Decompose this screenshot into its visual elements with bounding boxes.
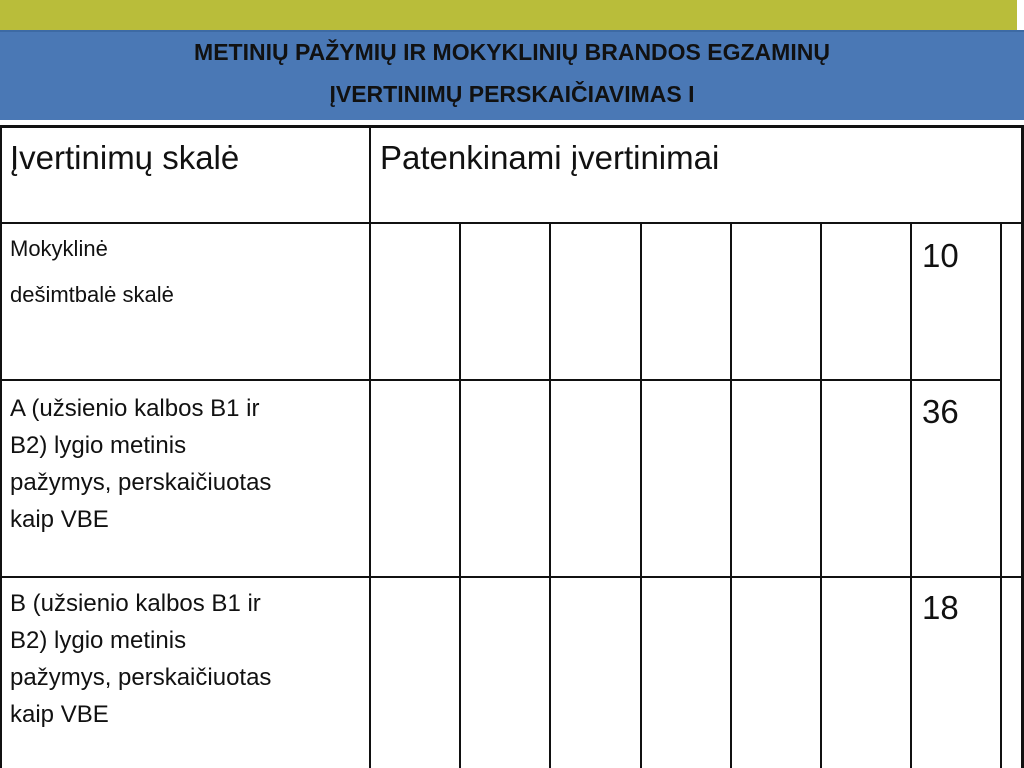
row-1-bottom-border [0,379,1000,381]
row-1-label-line-1: Mokyklinė [10,236,108,261]
grade-column-divider-5 [820,223,822,768]
slide-title-line-1: METINIŲ PAŽYMIŲ IR MOKYKLINIŲ BRANDOS EGZAMINŲ [194,39,830,65]
row-3-value: 18 [922,589,959,626]
row-3-label-line-2: B2) lygio metinis [10,627,187,654]
grade-column-divider-1 [459,223,461,768]
grade-column-divider-7 [1000,223,1002,768]
grade-column-divider-3 [640,223,642,768]
row-2-label-line-2: B2) lygio metinis [10,432,187,459]
table-top-border [0,125,1024,128]
table-left-border [0,125,2,768]
row-2-bottom-border [0,576,1024,578]
row-3-label-line-4: kaip VBE [10,701,109,728]
header-grades: Patenkinami įvertinimai [380,139,720,176]
slide-title-line-2: ĮVERTINIMŲ PERSKAIČIAVIMAS I [329,81,695,107]
grade-column-divider-6 [910,223,912,768]
row-2-label-line-4: kaip VBE [10,506,109,533]
row-1-label-line-2: dešimtbalė skalė [10,282,174,307]
row-2-value: 36 [922,393,959,430]
row-2-label-line-1: A (užsienio kalbos B1 ir [10,395,260,422]
row-2-label-line-3: pažymys, perskaičiuotas [10,469,272,496]
header-bottom-border [0,222,1024,224]
header-scale: Įvertinimų skalė [10,139,240,176]
grade-column-divider-4 [730,223,732,768]
row-3-label-line-1: B (užsienio kalbos B1 ir [10,590,261,617]
row-1-value: 10 [922,237,959,274]
row-3-label-line-3: pažymys, perskaičiuotas [10,664,272,691]
scale-column-divider [369,125,371,768]
grade-column-divider-2 [549,223,551,768]
